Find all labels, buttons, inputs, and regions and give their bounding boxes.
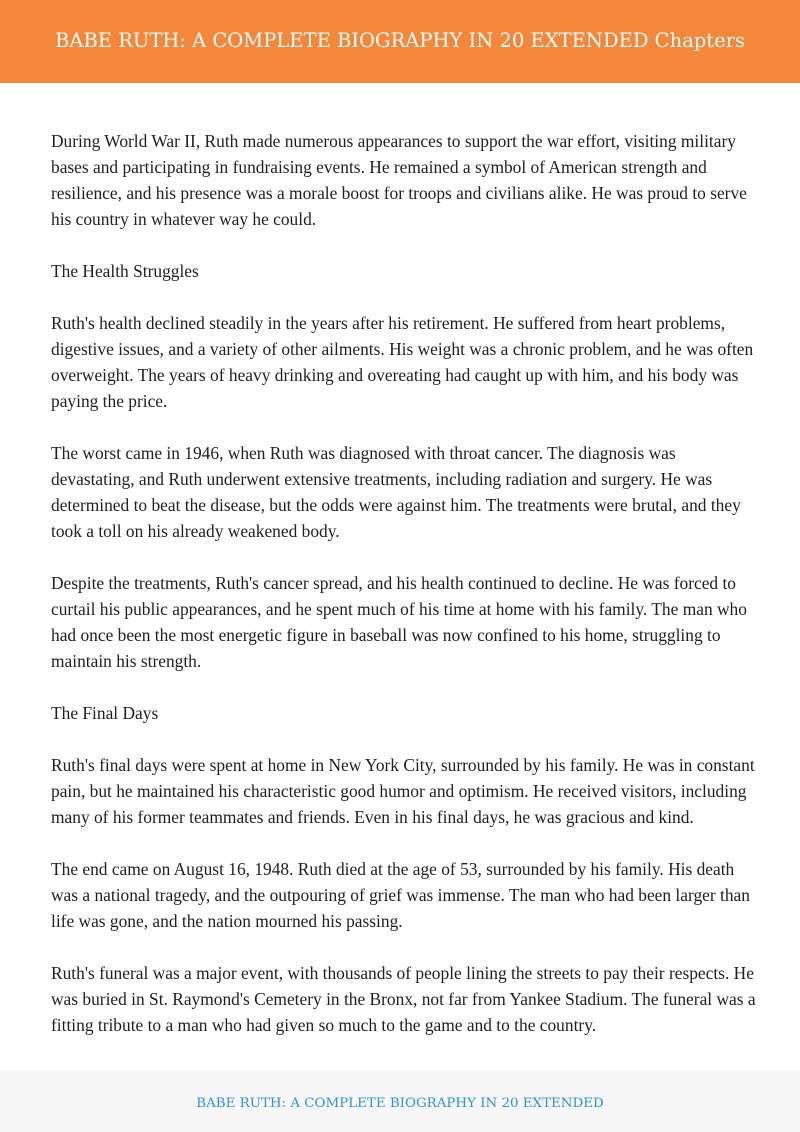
page-header xyxy=(0,0,800,83)
header-title: BABE RUTH: A COMPLETE BIOGRAPHY IN 20 EXTENDED Chapters xyxy=(55,29,745,52)
section-heading-final-days: The Final Days xyxy=(51,703,159,723)
body-paragraph: During World War II, Ruth made numerous appearances to support the war effort, visiting military bases and participating in fundraising events. He remained a symbol of American strength and resilience, and his presence was a morale boost for troops and civilians alike. He was proud to serve his country in whatever way he could. xyxy=(51,131,747,229)
body-paragraph: The worst came in 1946, when Ruth was diagnosed with throat cancer. The diagnosis was devastating, and Ruth underwent extensive treatments, including radiation and surgery. He was determined to beat the disease, but the odds were against him. The treatments were brutal, and they took a toll on his already weakened body. xyxy=(51,443,741,541)
body-paragraph: Ruth's funeral was a major event, with thousands of people lining the streets to pay their respects. He was buried in St. Raymond's Cemetery in the Bronx, not far from Yankee Stadium. The funeral was a fitting tribute to a man who had given so much to the game and to the country. xyxy=(51,963,756,1035)
footer-link[interactable]: BABE RUTH: A COMPLETE BIOGRAPHY IN 20 EXTENDED xyxy=(196,1095,604,1111)
page-footer xyxy=(0,1070,800,1132)
body-paragraph: The end came on August 16, 1948. Ruth died at the age of 53, surrounded by his family. His death was a national tragedy, and the outpouring of grief was immense. The man who had been larger than life was gone, and the nation mourned his passing. xyxy=(51,859,750,931)
section-heading-health-struggles: The Health Struggles xyxy=(51,261,199,281)
body-paragraph: Ruth's final days were spent at home in New York City, surrounded by his family. He was in constant pain, but he maintained his characteristic good humor and optimism. He received visitors, including many of his former teammates and friends. Even in his final days, he was gracious and kind. xyxy=(51,755,755,827)
body-paragraph: Despite the treatments, Ruth's cancer spread, and his health continued to decline. He was forced to curtail his public appearances, and he spent much of his time at home with his family. The man who had once been the most energetic figure in baseball was now confined to his home, struggling to maintain his strength. xyxy=(51,573,747,671)
body-paragraph: Ruth's health declined steadily in the years after his retirement. He suffered from heart problems, digestive issues, and a variety of other ailments. His weight was a chronic problem, and he was often overweight. The years of heavy drinking and overeating had caught up with him, and his body was paying the price. xyxy=(51,313,754,411)
document-body xyxy=(51,128,761,1064)
